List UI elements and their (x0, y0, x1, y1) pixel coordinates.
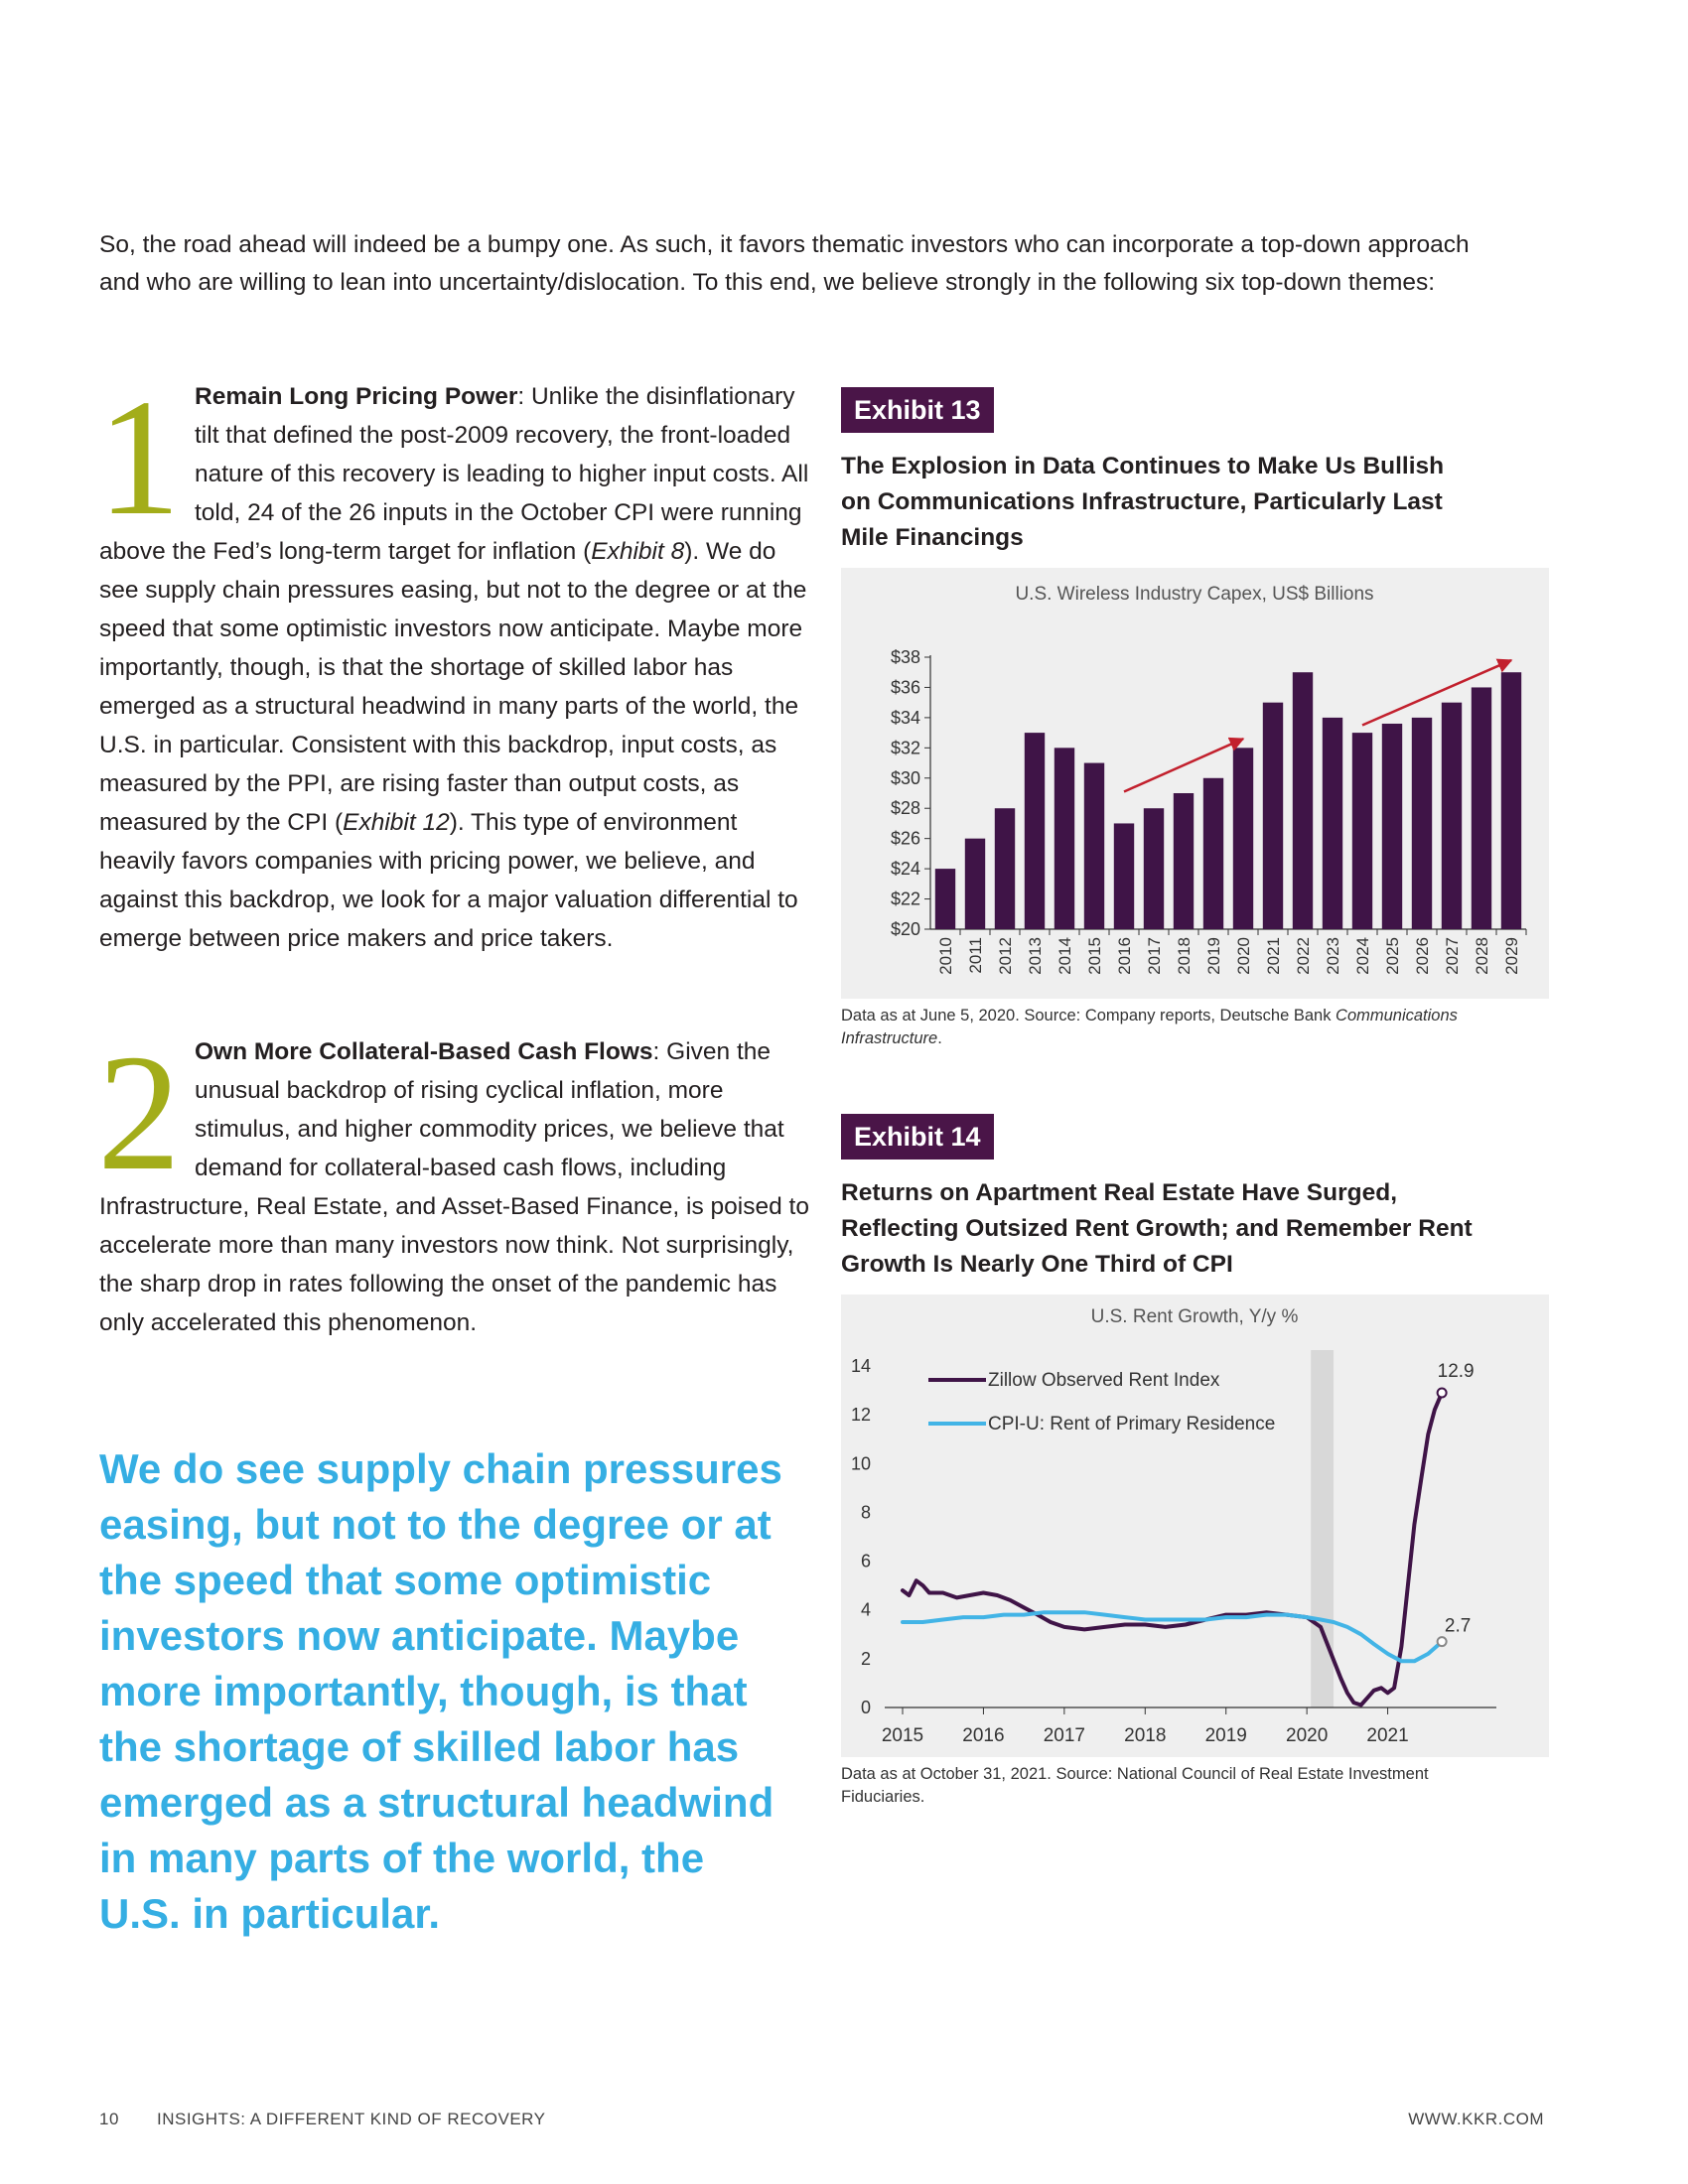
x-tick-label: 2012 (996, 937, 1015, 975)
page-number: 10 (99, 2110, 119, 2128)
bar (965, 839, 985, 929)
bar (1412, 718, 1432, 929)
exhibit-14-source (841, 1763, 1549, 1809)
y-tick-label: $38 (890, 647, 920, 667)
bar (1442, 703, 1462, 929)
x-tick-label: 2018 (1175, 937, 1194, 975)
bar (1293, 672, 1313, 929)
pull-quote: We do see supply chain pressures easing, but not to the degree or at the speed that some optimistic investors now anticipate. Maybe more importantly, though, is that the shortage of skilled labor has emerged as a structural headwind in many parts of the world, the U.S. in particular. (99, 1445, 782, 1937)
x-tick-label: 2024 (1353, 937, 1372, 975)
y-tick-label: $28 (890, 798, 920, 819)
end-value-label: 2.7 (1444, 1615, 1472, 1637)
x-tick-label: 2017 (1145, 937, 1164, 975)
y-tick-label: $34 (890, 707, 920, 728)
bar (1352, 733, 1372, 929)
website-link[interactable]: WWW.KKR.COM (1408, 2110, 1544, 2128)
rent-growth-line-chart (841, 1295, 1549, 1757)
y-tick-label: $24 (890, 859, 920, 880)
bar (1114, 823, 1134, 929)
zillow-rent-line (903, 1393, 1442, 1706)
bar (1174, 793, 1194, 929)
y-tick-label: $30 (890, 767, 920, 788)
x-tick-label: 2021 (1366, 1725, 1409, 1746)
x-tick-label: 2016 (962, 1725, 1005, 1746)
y-tick-label: $32 (890, 738, 920, 758)
legend-zillow-label: Zillow Observed Rent Index (988, 1370, 1220, 1391)
exhibit-13-title (841, 449, 1516, 556)
bar (1323, 718, 1342, 929)
x-tick-label: 2015 (1085, 937, 1104, 975)
exhibit-14-title-line: Returns on Apartment Real Estate Have Surged, (841, 1179, 1398, 1206)
chart-title: U.S. Wireless Industry Capex, US$ Billions (1015, 584, 1374, 605)
bar (1144, 808, 1164, 929)
x-tick-label: 2026 (1413, 937, 1432, 975)
theme-2 (97, 1021, 809, 1342)
end-point-marker (1438, 1389, 1447, 1398)
theme-1-text-b: ). We do see supply chain pressures easing, but not to the degree or at the speed that some optimistic investors now anticipate. Maybe more importantly, though, is that the shortage of skilled labor has emerged as a structural headwind in many parts of the world, the U.S. in particular. Consistent with this backdrop, input costs, as measured by the PPI, are rising faster than output costs, as measured by the CPI ( (99, 538, 807, 836)
bar (1055, 748, 1074, 929)
exhibit-13-source-end: . (937, 1029, 942, 1047)
theme-1-number: 1 (97, 365, 181, 550)
x-tick-label: 2017 (1043, 1725, 1085, 1746)
y-tick-label: 12 (850, 1405, 871, 1426)
x-tick-label: 2018 (1124, 1725, 1167, 1746)
y-tick-label: 2 (860, 1648, 871, 1669)
x-tick-label: 2019 (1204, 937, 1223, 975)
y-tick-label: 6 (860, 1551, 871, 1571)
exhibit-13-source (841, 1005, 1549, 1050)
x-tick-label: 2027 (1443, 937, 1462, 975)
theme-1-ref-a: Exhibit 8 (591, 538, 685, 565)
bar (1263, 703, 1283, 929)
exhibit-13-title-line: Mile Financings (841, 524, 1024, 551)
x-tick-label: 2016 (1115, 937, 1134, 975)
theme-2-title: Own More Collateral-Based Cash Flows (195, 1038, 653, 1065)
exhibit-14-source-line: Data as at October 31, 2021. Source: National Council of Real Estate Investment (841, 1765, 1429, 1783)
theme-1-text-a: : Unlike the disinflationary tilt that defined the post-2009 recovery, the front-loaded nature of this recovery is leading to higher input costs. All told, 24 of the 26 inputs in the October CPI were running above the Fed’s long-term target for inflation ( (99, 383, 809, 565)
exhibit-13-tag: Exhibit 13 (841, 387, 994, 433)
exhibit-14-chart-panel (841, 1295, 1549, 1757)
y-tick-label: 14 (850, 1356, 871, 1376)
x-tick-label: 2020 (1234, 937, 1253, 975)
theme-2-number: 2 (97, 1021, 181, 1205)
x-tick-label: 2028 (1473, 937, 1491, 975)
x-tick-label: 2013 (1026, 937, 1045, 975)
x-tick-label: 2023 (1324, 937, 1342, 975)
y-tick-label: 10 (850, 1453, 871, 1474)
end-value-label: 12.9 (1437, 1361, 1475, 1383)
x-tick-label: 2015 (881, 1725, 924, 1746)
exhibit-14-source-line: Fiduciaries. (841, 1788, 925, 1806)
y-tick-label: $26 (890, 828, 920, 849)
theme-1-title: Remain Long Pricing Power (195, 383, 518, 410)
y-tick-label: $20 (890, 919, 920, 939)
y-tick-label: 0 (860, 1698, 871, 1717)
theme-1-ref-b: Exhibit 12 (343, 809, 450, 836)
trend-arrow (1124, 739, 1243, 791)
bar (1501, 672, 1521, 929)
exhibit-14-title (841, 1175, 1516, 1283)
intro-line-2: and who are willing to lean into uncertainty/dislocation. To this end, we believe strongly in the following six top-down themes: (99, 269, 1436, 296)
theme-1 (97, 365, 809, 958)
bar (1472, 687, 1491, 929)
x-tick-label: 2019 (1204, 1725, 1247, 1746)
publication-title: INSIGHTS: A DIFFERENT KIND OF RECOVERY (157, 2110, 546, 2128)
end-point-marker (1438, 1637, 1447, 1646)
bar (995, 808, 1015, 929)
bar (1025, 733, 1045, 929)
x-tick-label: 2022 (1294, 937, 1313, 975)
x-tick-label: 2021 (1264, 937, 1283, 975)
exhibit-13-title-line: on Communications Infrastructure, Particularly Last (841, 488, 1443, 515)
exhibit-14-title-line: Reflecting Outsized Rent Growth; and Remember Rent (841, 1215, 1473, 1242)
bar (1084, 763, 1104, 929)
intro-paragraph (99, 226, 1539, 302)
capex-bar-chart (841, 568, 1549, 999)
theme-2-text: : Given the unusual backdrop of rising cyclical inflation, more stimulus, and higher commodity prices, we believe that demand for collateral-based cash flows, including Infrastructure, Real Estate, and Asset-Based Finance, is poised to accelerate more than many investors now think. Not surprisingly, the sharp drop in rates following the onset of the pandemic has only accelerated this phenomenon. (99, 1038, 809, 1336)
x-tick-label: 2029 (1502, 937, 1521, 975)
y-tick-label: 4 (860, 1599, 871, 1620)
theme-1-text-c: ). This type of environment heavily favors companies with pricing power, we believe, and against this backdrop, we look for a major valuation differential to emerge between price makers and price takers. (99, 809, 798, 952)
exhibit-14-title-line: Growth Is Nearly One Third of CPI (841, 1251, 1233, 1278)
x-tick-label: 2014 (1055, 937, 1074, 975)
bar (1203, 778, 1223, 929)
x-tick-label: 2025 (1383, 937, 1402, 975)
x-tick-label: 2020 (1286, 1725, 1329, 1746)
exhibit-13-title-line: The Explosion in Data Continues to Make Us Bullish (841, 453, 1445, 479)
intro-line-1: So, the road ahead will indeed be a bumpy one. As such, it favors thematic investors who can incorporate a top-down approach (99, 231, 1470, 258)
exhibit-13-source-ref: Communications Infrastructure (841, 1007, 1458, 1047)
exhibit-14-tag: Exhibit 14 (841, 1114, 994, 1160)
exhibit-13-source-text: Data as at June 5, 2020. Source: Company reports, Deutsche Bank (841, 1007, 1336, 1024)
bar (1382, 724, 1402, 929)
y-tick-label: $22 (890, 888, 920, 909)
x-tick-label: 2010 (936, 937, 955, 975)
cpi-rent-line (903, 1612, 1442, 1661)
bar (1233, 748, 1253, 929)
legend-cpi-label: CPI-U: Rent of Primary Residence (988, 1414, 1276, 1434)
exhibit-13-chart-panel (841, 568, 1549, 999)
y-tick-label: 8 (860, 1502, 871, 1523)
y-tick-label: $36 (890, 677, 920, 698)
bar (935, 869, 955, 929)
chart-title: U.S. Rent Growth, Y/y % (1090, 1306, 1299, 1327)
x-tick-label: 2011 (966, 937, 985, 974)
